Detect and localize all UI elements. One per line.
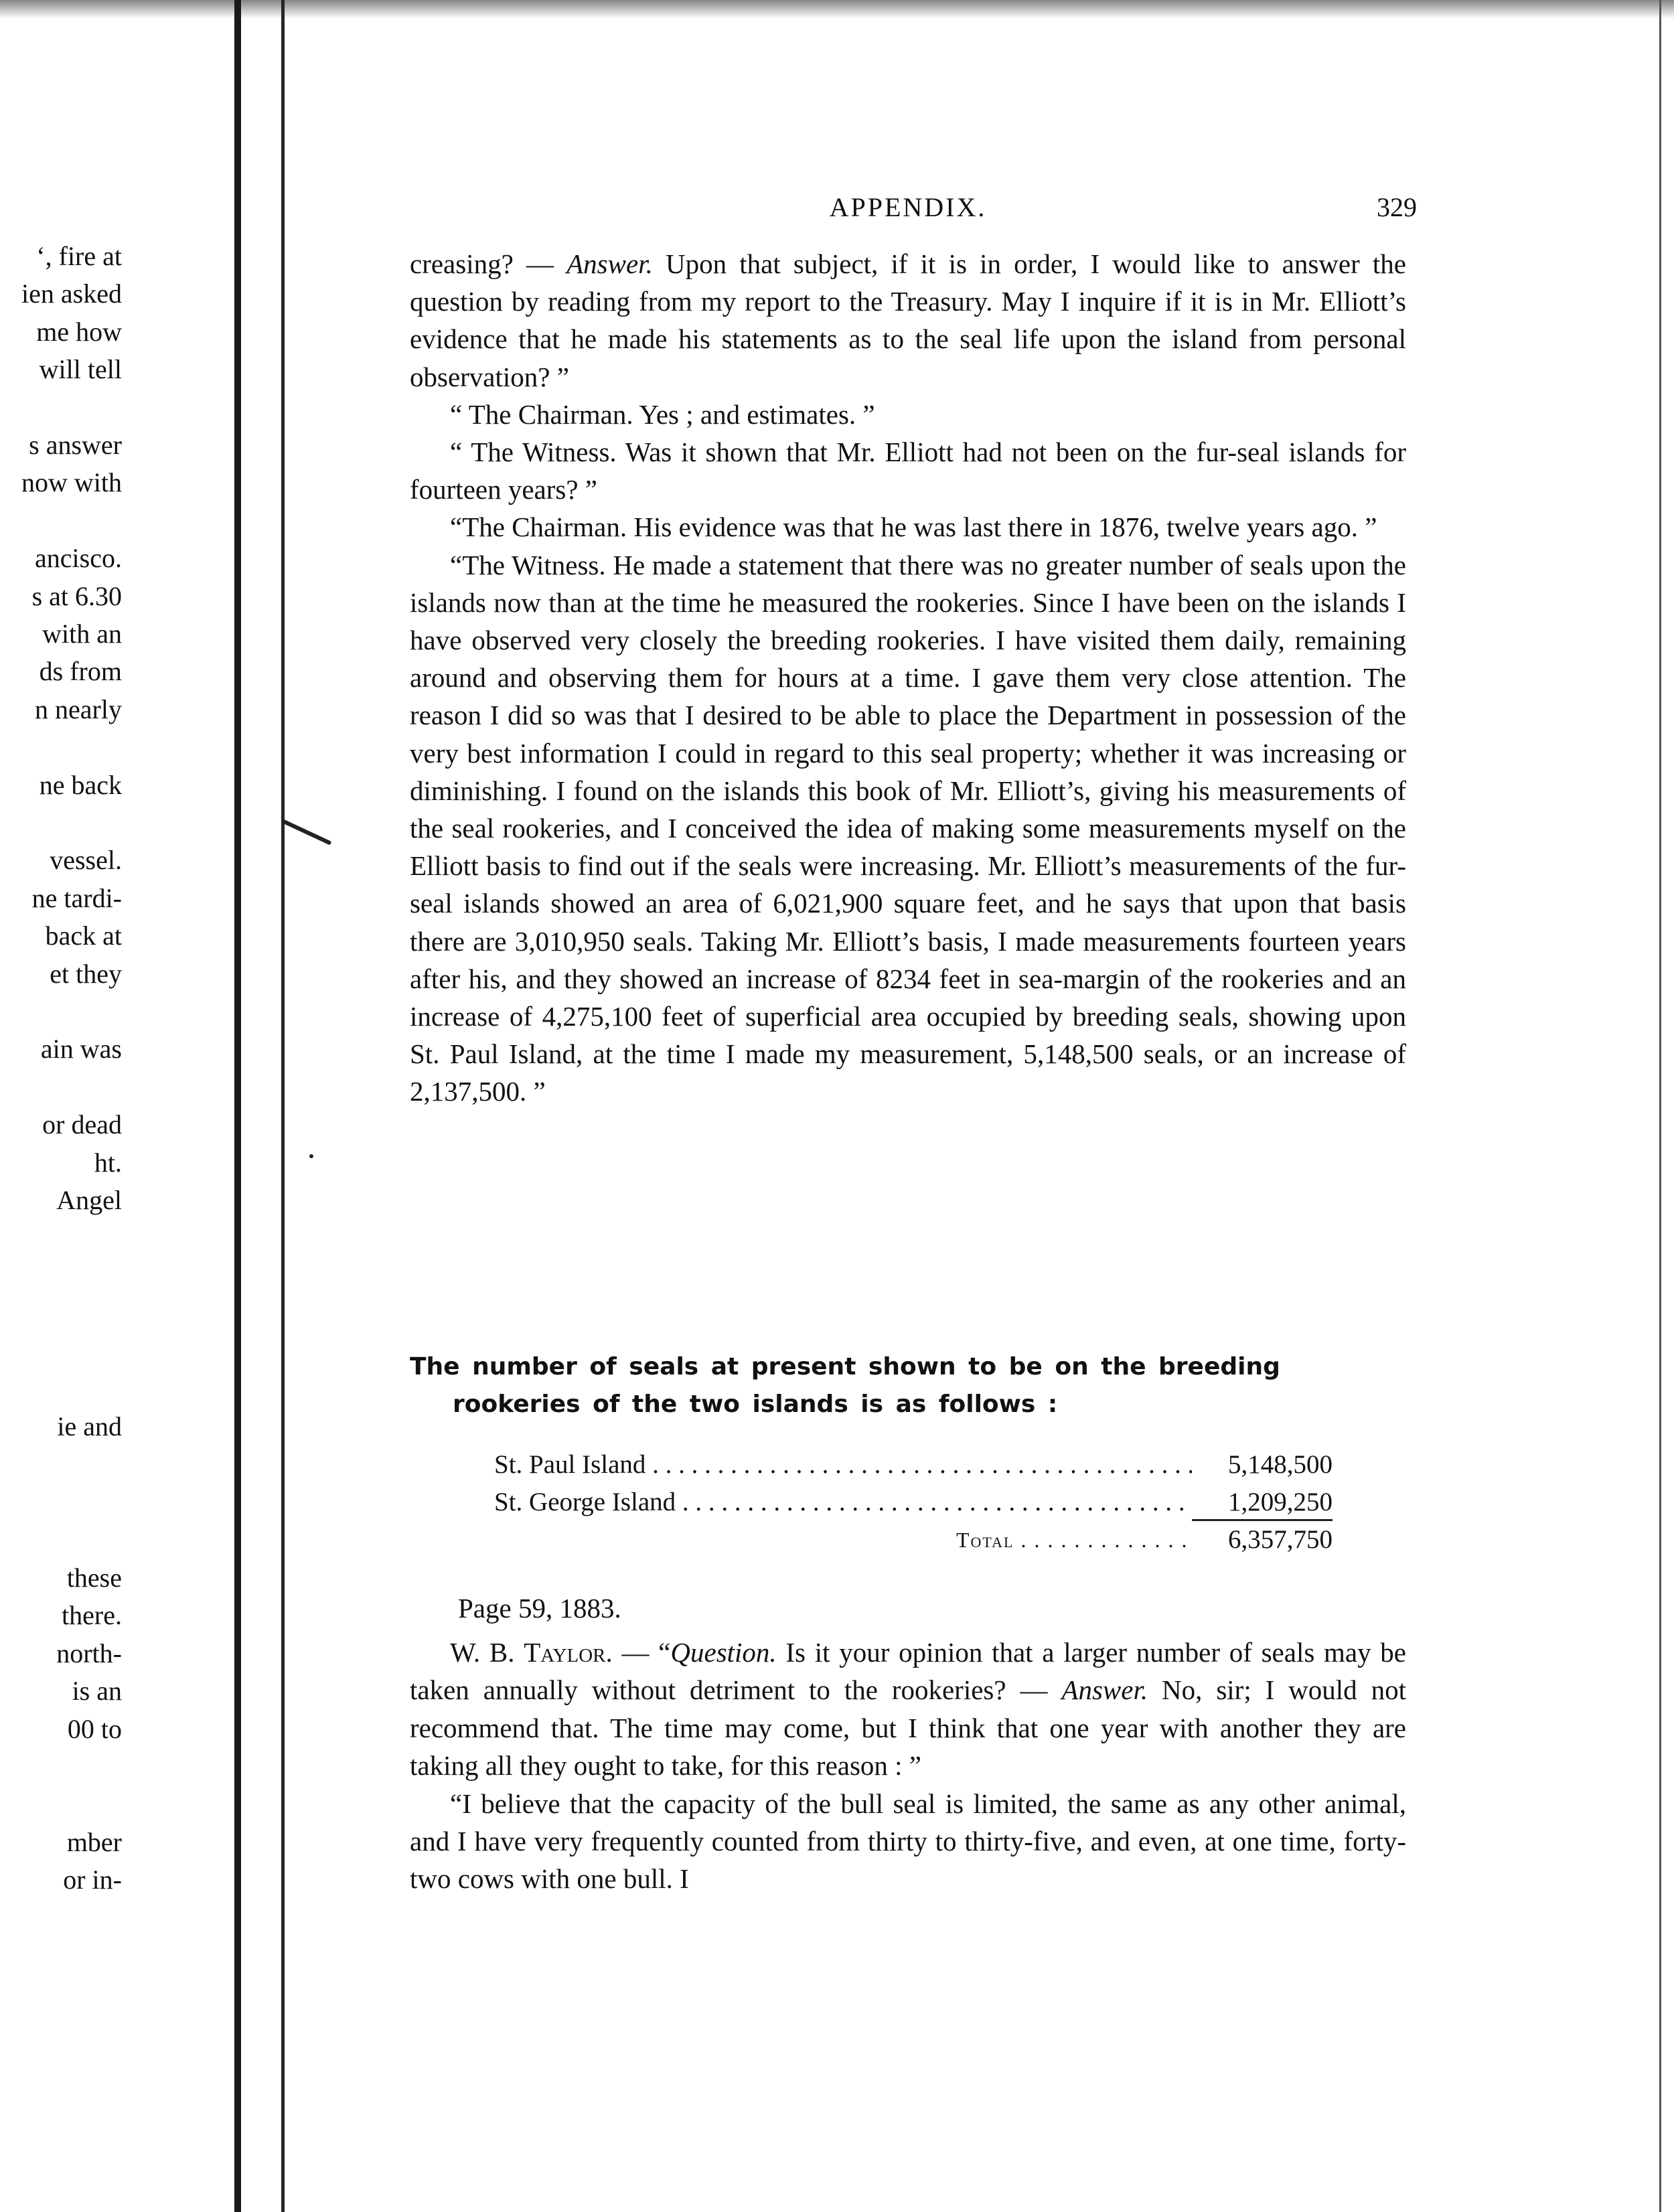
fragment-line: ien asked [21,279,122,309]
text-run: Taylor. [524,1637,613,1668]
fragment-line: n nearly [35,694,122,724]
fragment-line: with an [42,619,122,649]
fragment-line: ht. [94,1147,122,1178]
table-total-row [494,1521,1333,1559]
text-run: W. B. [450,1637,524,1668]
fragment-line: north- [56,1638,122,1668]
margin-dot [309,1154,313,1158]
fragment-line: ne back [39,769,122,800]
book-gutter [234,0,241,2212]
fragment-line: vessel. [50,845,122,876]
text-run: creasing? — [410,248,567,279]
fragment-line: back at [45,921,122,951]
text-run: No, sir; I would not recommend that. The time may come, but I think that one year with another they are taking all they ought to take, for this reason : ” [410,1674,1406,1782]
fragment-line: s answer [29,430,122,460]
text-run: Answer. [1061,1674,1148,1706]
text-run: “The Witness. He made a statement that there was no greater number of seals upon the islands now than at the time he measured the rookeries. Since I have been on the islands I have observed very closely the breeding rookeries. I have visited them daily, remaining around and observing them for hours at a time. I gave them very close attention. The reason I did so was that I desired to be able to place the Department in possession of the very best information I could in regard to this seal property; whether it was increasing or diminishing. I found on the islands this book of Mr. Elliott’s, giving his measurements of the seal rookeries, and I conceived the idea of making some measurements myself on the Elliott basis to find out if the seals were increasing. Mr. Elliott’s measurements of the fur-seal islands showed an area of 6,021,900 square feet, and he says that upon that basis there are 3,010,950 seals. Taking Mr. Elliott’s basis, I made measurements fourteen years after his, and they showed an increase of 8234 feet in sea-margin of the rookeries and an increase of 4,275,100 feet of superficial area occupied by breeding seals, showing upon St. Paul Island, at the time I made my measurement, 5,148,500 seals, or an increase of 2,137,500. ” [410,549,1406,1107]
fragment-line: ne tardi- [31,882,122,913]
fragment-line: mber [66,1826,122,1857]
taylor-testimony-text [410,1634,1406,1898]
text-run: — “ [612,1637,671,1668]
margin-smudge [281,819,331,845]
fragment-line: et they [50,958,122,989]
fragment-line: is an [72,1676,122,1707]
total-label: Total . . . [494,1521,1192,1559]
table-row [494,1484,1333,1521]
fragment-line: or dead [42,1109,122,1140]
table-row [494,1446,1333,1484]
row-label: St. George Island . . . [494,1484,1192,1521]
page-reference: Page 59, 1883. [458,1593,621,1624]
paragraph [410,1634,1406,1785]
text-run: “I believe that the capacity of the bull seal is limited, the same as any other animal, and I have very frequently counted from thirty to thirty-five, and even, at one time, forty-two cows with one bull. I [410,1788,1406,1895]
previous-page-fragment [0,0,234,2212]
seal-count-table [494,1446,1333,1559]
fragment-line: now with [21,467,122,498]
text-run: “ The Witness. Was it shown that Mr. Elliott had not been on the fur-seal islands for fourteen years? ” [410,437,1406,505]
paragraph [410,396,1406,433]
text-run: Question. [670,1637,777,1668]
paragraph [410,245,1406,396]
note-line-2: rookeries of the two islands is as follows : [453,1391,1058,1418]
page-number: 329 [1377,192,1417,222]
fragment-line: will tell [39,354,122,385]
fragment-line: me how [36,316,122,347]
page-title: APPENDIX. [829,192,987,222]
fragment-line: ‘, fire at [36,241,122,271]
paragraph [410,508,1406,546]
fragment-line: ancisco. [35,543,122,574]
seal-count-note [410,1348,1406,1423]
row-value: 1,209,250 [1192,1484,1333,1521]
fragment-line: or in- [63,1865,122,1895]
text-run: Is it your opinion that a larger number of seals may be taken annually without detriment to the rookeries? — [410,1637,1407,1706]
testimony-text [410,245,1406,1111]
text-run: Answer. [566,248,653,279]
fragment-line: ie and [57,1411,122,1442]
fragment-line: there. [62,1600,122,1631]
scan-shadow-top [0,0,1674,19]
paragraph [410,433,1406,508]
total-value: 6,357,750 [1228,1525,1333,1554]
text-run: “The Chairman. His evidence was that he was last there in 1876, twelve years ago. ” [450,511,1377,543]
fragment-line: ds from [39,656,122,687]
text-run: Upon that subject, if it is in order, I would like to answer the question by reading from my report to the Treasury. May I inquire if it is in Mr. Elliott’s evidence that he made his statements as to the seal life upon the island from personal observation? ” [410,248,1406,392]
fragment-line: these [66,1563,122,1593]
page-right-edge [1659,0,1661,2212]
running-head [410,191,1417,229]
page-edge-line [281,0,285,2212]
row-label: St. Paul Island . . . [494,1446,1192,1484]
paragraph [410,546,1406,1111]
note-line-1: The number of seals at present shown to be on the breeding [410,1353,1280,1380]
fragment-line: ain was [40,1034,122,1064]
fragment-line: s at 6.30 [31,580,122,611]
text-run: “ The Chairman. Yes ; and estimates. ” [450,398,875,430]
paragraph [410,1785,1406,1898]
fragment-line: Angel [56,1185,122,1215]
fragment-line: 00 to [67,1713,122,1744]
row-value: 5,148,500 [1228,1450,1333,1479]
